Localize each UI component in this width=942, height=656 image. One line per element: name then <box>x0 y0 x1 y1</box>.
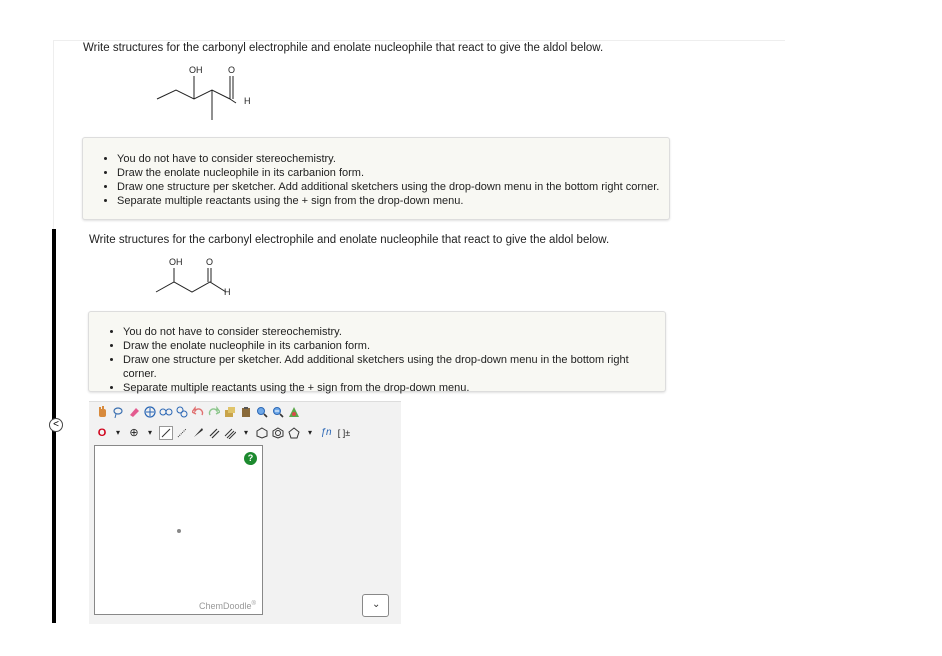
double-bond-icon[interactable] <box>207 426 221 440</box>
sketcher-toolbar-top <box>95 404 301 420</box>
instruction-item: • Separate multiple reactants using the + sign from the drop-down menu. <box>123 381 665 395</box>
canvas-cursor-dot <box>177 529 181 533</box>
o-label: O <box>206 257 214 267</box>
sidebar-collapse-button[interactable]: < <box>49 418 63 432</box>
brand-text: ChemDoodle <box>199 601 252 611</box>
zoom-in-icon[interactable] <box>255 405 269 419</box>
hand-icon[interactable] <box>95 405 109 419</box>
copy-icon[interactable] <box>223 405 237 419</box>
clean-icon[interactable] <box>287 405 301 419</box>
instruction-item: • Draw one structure per sketcher. Add additional sketchers using the drop-down menu in the bottom right corner. <box>117 180 669 194</box>
chevron-down-icon[interactable]: ▾ <box>115 428 120 437</box>
center-icon[interactable] <box>143 405 157 419</box>
flip-vertical-icon[interactable] <box>175 405 189 419</box>
paste-icon[interactable] <box>239 405 253 419</box>
cyclopentane-ring-icon[interactable] <box>287 426 301 440</box>
element-selector[interactable]: O <box>97 427 107 439</box>
sketcher-toolbar-bottom <box>95 425 353 441</box>
eraser-icon[interactable] <box>127 405 141 419</box>
zoom-out-icon[interactable] <box>271 405 285 419</box>
instruction-item: • Draw the enolate nucleophile in its carbanion form. <box>117 166 669 180</box>
lasso-icon[interactable] <box>111 405 125 419</box>
brand-mark: ® <box>251 601 256 607</box>
instructions-box-1 <box>82 137 670 220</box>
question-text-2: Write structures for the carbonyl electrophile and enolate nucleophile that react to give the aldol below. <box>89 234 610 246</box>
redo-icon[interactable] <box>207 405 221 419</box>
benzene-ring-icon[interactable] <box>255 426 269 440</box>
left-divider <box>53 40 54 230</box>
instruction-item: • Separate multiple reactants using the + sign from the drop-down menu. <box>117 194 669 208</box>
chevron-down-icon[interactable]: ▾ <box>307 428 312 437</box>
help-button[interactable]: ? <box>244 452 257 465</box>
question-text-1: Write structures for the carbonyl electrophile and enolate nucleophile that react to give the aldol below. <box>83 42 604 54</box>
oh-label: OH <box>189 65 203 75</box>
o-label: O <box>228 65 236 75</box>
instruction-item: • Draw one structure per sketcher. Add additional sketchers using the drop-down menu in the bottom right corner. <box>123 353 665 381</box>
add-sketcher-dropdown[interactable] <box>362 594 389 617</box>
instruction-item: • You do not have to consider stereochemistry. <box>117 152 669 166</box>
single-bond-icon[interactable] <box>159 426 173 440</box>
chevron-down-icon: ⌄ <box>372 599 381 610</box>
wedge-bond-icon[interactable] <box>191 426 205 440</box>
hash-bond-icon[interactable] <box>175 426 189 440</box>
instruction-item: • You do not have to consider stereochemistry. <box>123 325 665 339</box>
chevron-down-icon[interactable]: ▾ <box>147 428 152 437</box>
flip-horizontal-icon[interactable] <box>159 405 173 419</box>
top-divider <box>53 40 785 41</box>
text-tools-icon[interactable]: ƒn <box>320 427 332 438</box>
chevron-down-icon[interactable]: ▾ <box>243 428 248 437</box>
cyclohexane-ring-icon[interactable] <box>271 426 285 440</box>
charge-button[interactable]: ⊕ <box>129 427 139 439</box>
h-label: H <box>244 96 251 106</box>
instructions-box-2 <box>88 311 666 392</box>
bracket-icon[interactable]: [ ]± <box>337 428 351 438</box>
oh-label: OH <box>169 257 183 267</box>
chemdoodle-brand <box>199 601 256 611</box>
instruction-item: • Draw the enolate nucleophile in its carbanion form. <box>123 339 665 353</box>
aldol-structure-1 <box>150 62 270 126</box>
triple-bond-icon[interactable] <box>223 426 237 440</box>
undo-icon[interactable] <box>191 405 205 419</box>
aldol-structure-2 <box>150 254 260 304</box>
h-label: H <box>224 287 231 297</box>
